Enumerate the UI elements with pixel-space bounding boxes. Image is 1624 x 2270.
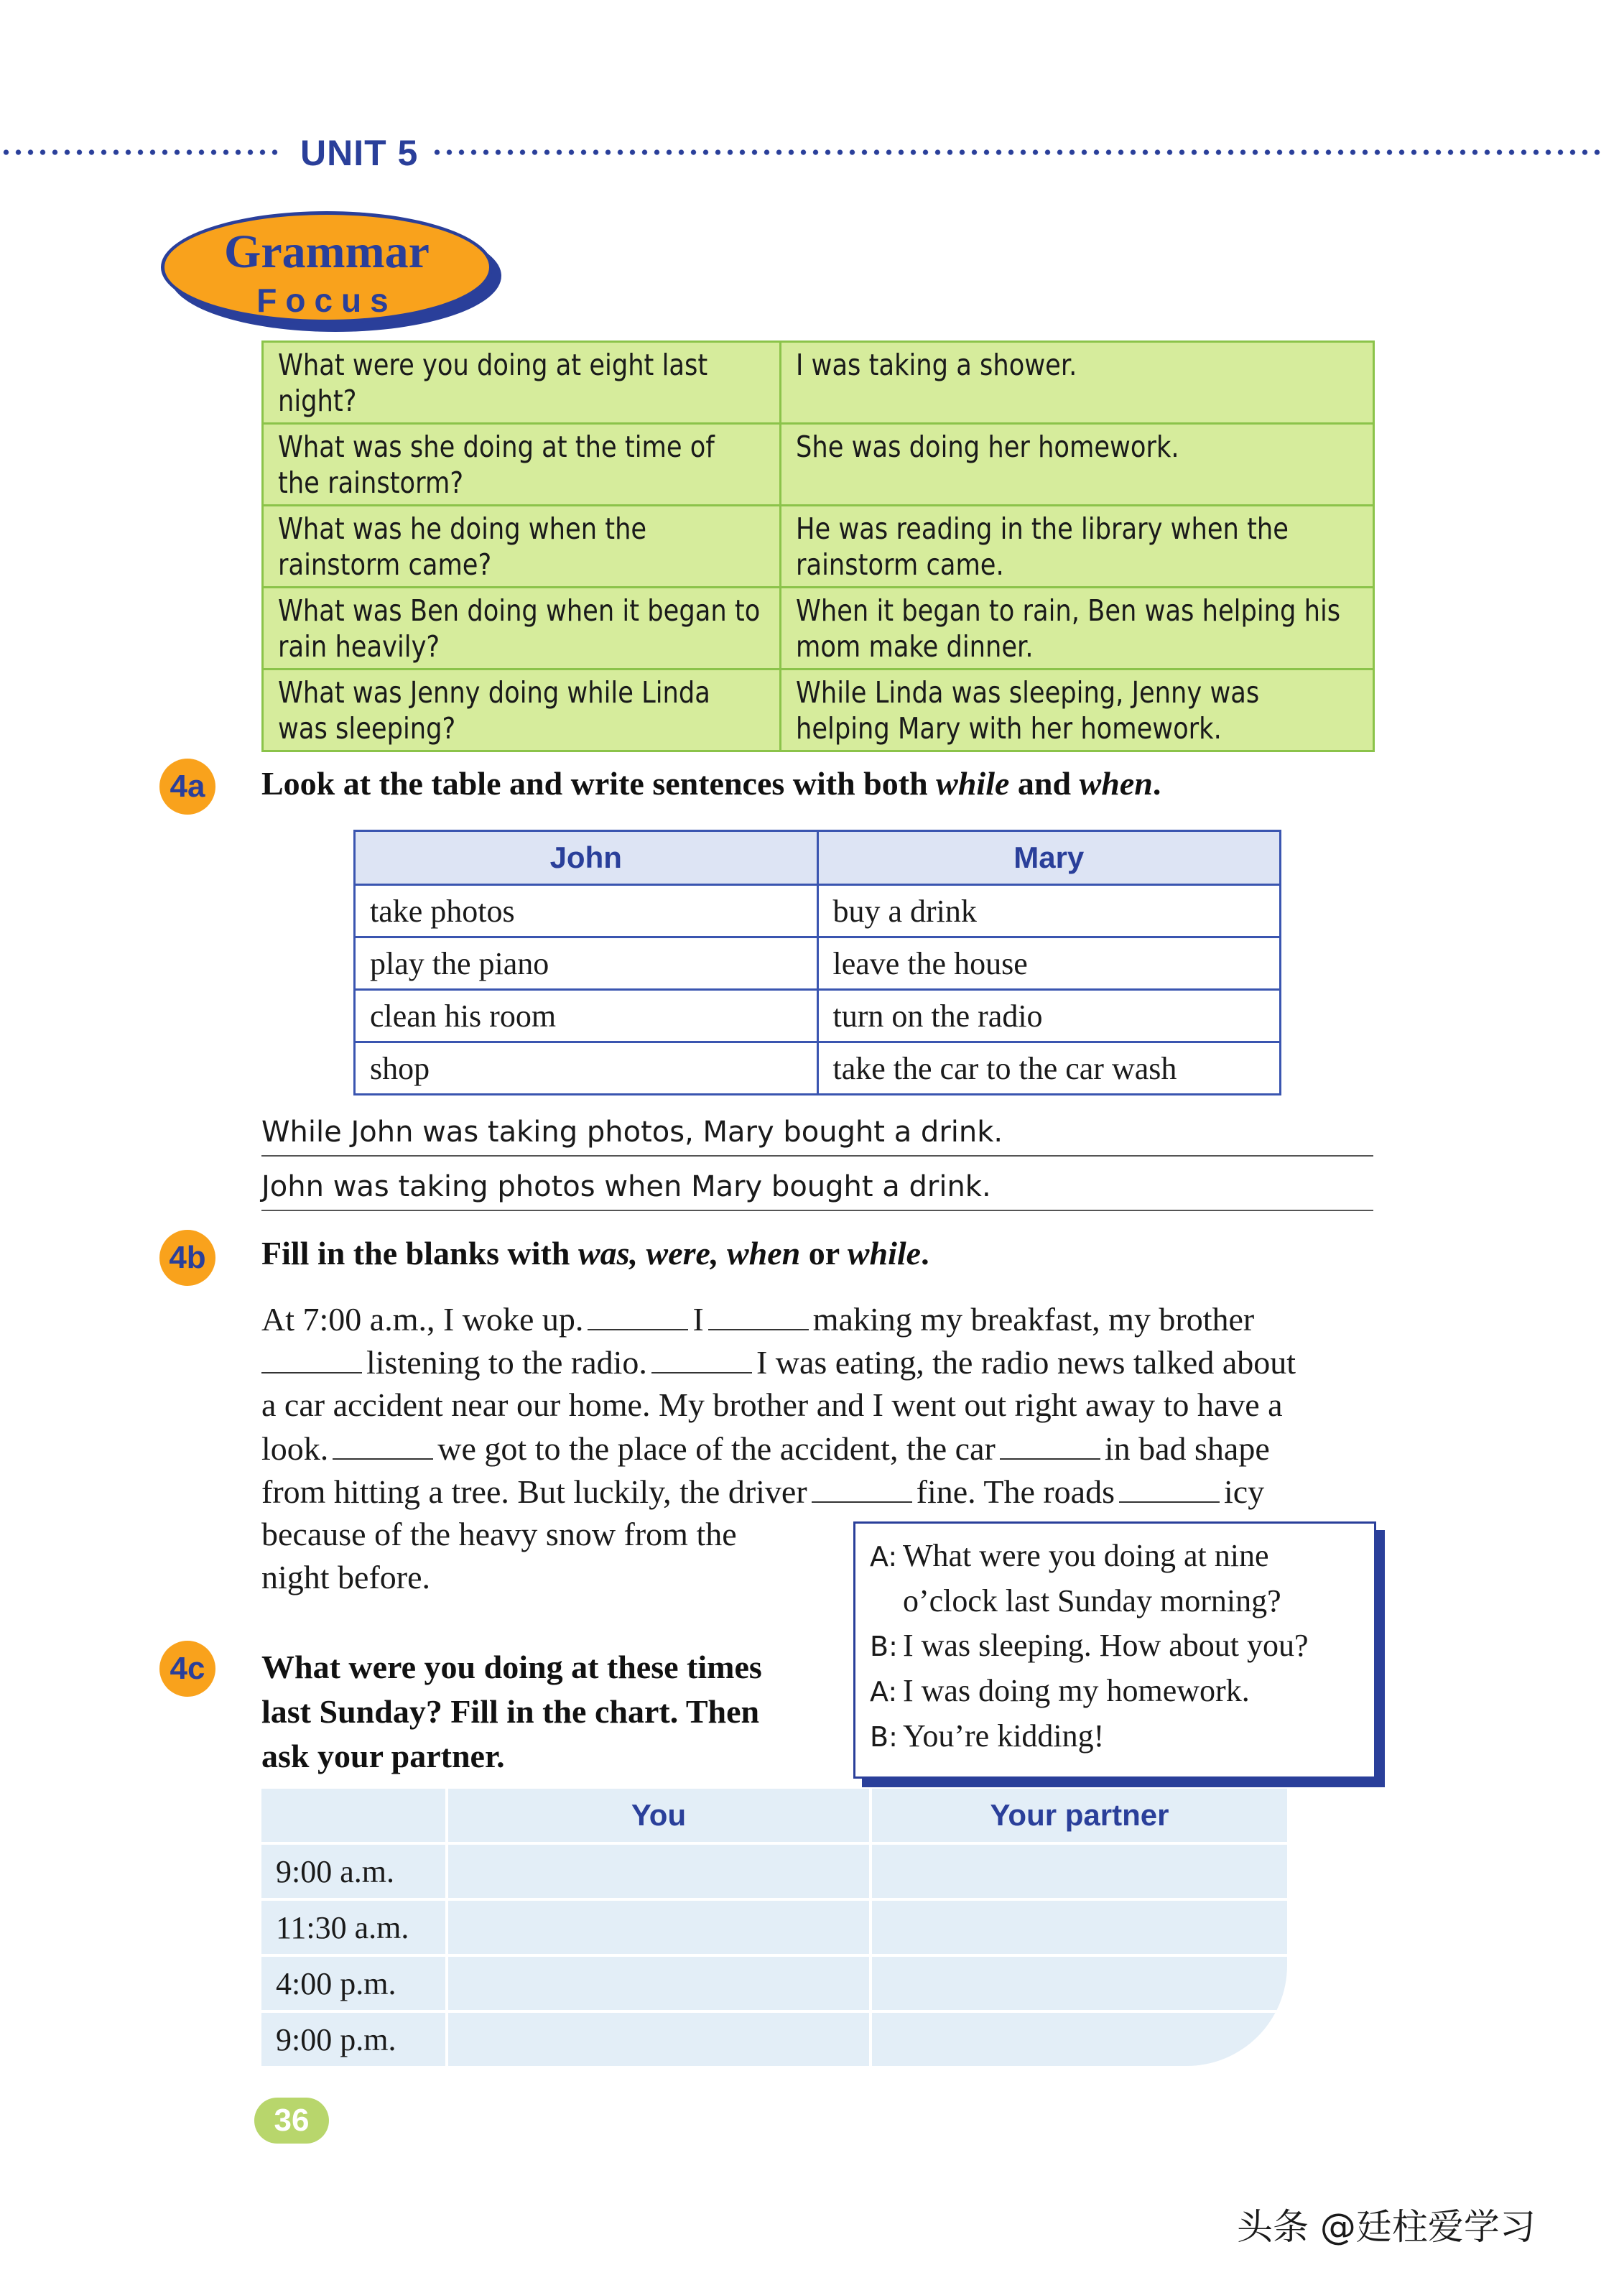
- time-cell: 9:00 p.m.: [261, 2011, 447, 2066]
- john-activity: clean his room: [355, 990, 818, 1042]
- blank-8[interactable]: [1119, 1470, 1220, 1503]
- blank-2[interactable]: [708, 1297, 809, 1330]
- dialogue-line: A: I was doing my homework.: [870, 1673, 1250, 1708]
- table-row: [261, 1955, 1287, 2011]
- example-sentence-2: John was taking photos when Mary bought a drink.: [261, 1164, 1373, 1211]
- paragraph-line-2: listening to the radio. I was eating, the radio news talked about: [261, 1340, 1296, 1384]
- dialogue-box: [853, 1521, 1376, 1779]
- you-cell[interactable]: [447, 2011, 871, 2066]
- blank-7[interactable]: [812, 1470, 912, 1503]
- blank-1[interactable]: [588, 1297, 688, 1330]
- time-cell: 4:00 p.m.: [261, 1955, 447, 2011]
- blank-5[interactable]: [333, 1427, 433, 1460]
- partner-cell[interactable]: [871, 2011, 1287, 2066]
- table-header-row: [355, 831, 1281, 885]
- table-row: [263, 424, 1374, 506]
- grammar-question: What was she doing at the time of the rainstorm?: [263, 424, 781, 506]
- paragraph-line-6: because of the heavy snow from the: [261, 1516, 737, 1552]
- exercise-4b-instruction: Fill in the blanks with was, were, when or while.: [261, 1235, 929, 1271]
- john-mary-table: [353, 830, 1281, 1095]
- mary-activity: turn on the radio: [817, 990, 1281, 1042]
- exercise-4a-badge: 4a: [159, 759, 215, 815]
- exercise-4b-badge: 4b: [159, 1230, 215, 1286]
- watermark-text: 头条 @廷柱爱学习: [1237, 2206, 1536, 2248]
- table-row: [263, 506, 1374, 588]
- dialogue-line: o’clock last Sunday morning?: [903, 1583, 1281, 1618]
- dialogue-line: B: I was sleeping. How about you?: [870, 1628, 1309, 1663]
- table-row: [355, 937, 1281, 990]
- grammar-focus-table: [261, 340, 1375, 752]
- grammar-focus-subtitle: Focus: [256, 282, 397, 319]
- mary-activity: take the car to the car wash: [817, 1042, 1281, 1095]
- paragraph-line-7: night before.: [261, 1559, 431, 1595]
- mary-activity: leave the house: [817, 937, 1281, 990]
- grammar-answer: When it began to rain, Ben was helping his mom make dinner.: [781, 588, 1374, 670]
- table-row: [263, 588, 1374, 670]
- john-activity: take photos: [355, 885, 818, 937]
- blank-4[interactable]: [651, 1340, 752, 1373]
- table-header-row: [261, 1789, 1287, 1843]
- time-cell: 9:00 a.m.: [261, 1843, 447, 1899]
- john-activity: shop: [355, 1042, 818, 1095]
- table-row: [261, 1899, 1287, 1955]
- unit-label: UNIT 5: [300, 133, 419, 173]
- column-header-time: [261, 1789, 447, 1843]
- grammar-answer: He was reading in the library when the rainstorm came.: [781, 506, 1374, 588]
- dialogue-line: A: What were you doing at nine: [870, 1538, 1269, 1573]
- column-header-your-partner: Your partner: [871, 1789, 1287, 1843]
- page-number: 36: [254, 2098, 329, 2144]
- you-cell[interactable]: [447, 1899, 871, 1955]
- exercise-4c-instruction: What were you doing at these times last Sunday? Fill in the chart. Then ask your partner.: [261, 1649, 762, 1774]
- exercise-4c-badge: 4c: [159, 1641, 215, 1697]
- grammar-question: What was Ben doing when it began to rain heavily?: [263, 588, 781, 670]
- john-activity: play the piano: [355, 937, 818, 990]
- partner-cell[interactable]: [871, 1843, 1287, 1899]
- mary-activity: buy a drink: [817, 885, 1281, 937]
- table-row: [355, 885, 1281, 937]
- table-row: [355, 1042, 1281, 1095]
- grammar-answer: While Linda was sleeping, Jenny was helping Mary with her homework.: [781, 670, 1374, 751]
- blank-6[interactable]: [1000, 1427, 1100, 1460]
- grammar-question: What was he doing when the rainstorm came?: [263, 506, 781, 588]
- column-header-mary: Mary: [817, 831, 1281, 885]
- grammar-answer: I was taking a shower.: [781, 342, 1374, 424]
- time-cell: 11:30 a.m.: [261, 1899, 447, 1955]
- grammar-focus-badge: [161, 211, 493, 323]
- paragraph-line-4: look. we got to the place of the accident, the car in bad shape: [261, 1427, 1270, 1470]
- paragraph-line-5: from hitting a tree. But luckily, the driver fine. The roads icy: [261, 1470, 1264, 1514]
- dialogue-line: B: You’re kidding!: [870, 1718, 1105, 1754]
- you-cell[interactable]: [447, 1955, 871, 2011]
- table-row: [261, 2011, 1287, 2066]
- table-row: [263, 670, 1374, 751]
- grammar-answer: She was doing her homework.: [781, 424, 1374, 506]
- paragraph-line-1: At 7:00 a.m., I woke up. I making my breakfast, my brother: [261, 1297, 1254, 1341]
- partner-cell[interactable]: [871, 1955, 1287, 2011]
- you-cell[interactable]: [447, 1843, 871, 1899]
- grammar-focus-title: Grammar: [224, 226, 430, 278]
- exercise-4a-instruction: Look at the table and write sentences with both while and when.: [261, 765, 1161, 802]
- header-dots-left: [0, 148, 280, 157]
- blank-3[interactable]: [261, 1340, 362, 1373]
- table-row: [355, 990, 1281, 1042]
- column-header-john: John: [355, 831, 818, 885]
- example-sentence-1: While John was taking photos, Mary bought a drink.: [261, 1109, 1373, 1157]
- grammar-question: What was Jenny doing while Linda was sleeping?: [263, 670, 781, 751]
- activity-chart: [261, 1789, 1287, 2066]
- table-row: [263, 342, 1374, 424]
- table-row: [261, 1843, 1287, 1899]
- paragraph-line-3: a car accident near our home. My brother and I went out right away to have a: [261, 1386, 1283, 1423]
- partner-cell[interactable]: [871, 1899, 1287, 1955]
- column-header-you: You: [447, 1789, 871, 1843]
- grammar-question: What were you doing at eight last night?: [263, 342, 781, 424]
- header-dots-right: [431, 148, 1602, 157]
